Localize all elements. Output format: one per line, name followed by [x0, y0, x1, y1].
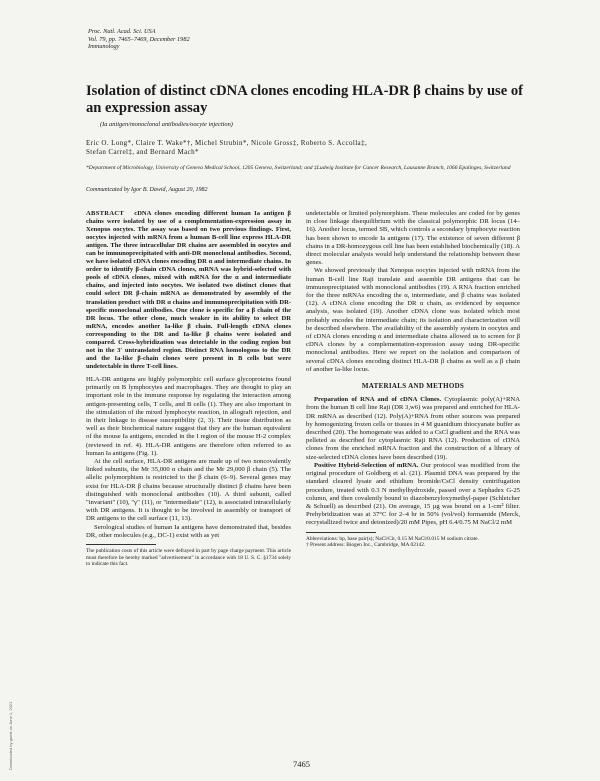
authors: [86, 139, 526, 157]
present-address-footnote: † Present address: Biogen Inc., Cambridge, MA 02142.: [306, 542, 426, 549]
abbreviations-footnote: Abbreviations: bp, base pair(s); NaCl/Cit, 0.15 M NaCl/0.015 M sodium citrate.: [306, 535, 479, 542]
body-paragraph: HLA-DR antigens are highly polymorphic cell surface glycoproteins found primarily on B lymphocytes and macrophages. They are thought to play an important role in the immune response by regulating the interaction among antigen-presenting cells, T cells, and B cells (1). They are also important in the stimulation of the mixed lymphocyte reaction, in allograft rejection, and in their linkage to disease susceptibility (2, 3). Their tissue distribution as well as their biochemical nature suggest that they are the human equivalent of the mouse Ia antigens, encoded in the I region of the mouse H-2 complex (reviewed in ref. 4). HLA-DR antigens are therefore often referred to as human Ia antigens (Fig. 1).: [86, 375, 291, 457]
abstract-label: ABSTRACT: [86, 210, 125, 217]
body-paragraph: We showed previously that Xenopus oocytes injected with mRNA from the human B-cell line Raji translate and assemble DR antigens that can be immunoprecipitated with monoclonal antibodies (19). A RNA fraction enriched for the three mRNAs encoding the α, intermediate, and β chains was isolated (12). A cDNA clone encoding the DR α chain, as evidenced by sequence analysis, was isolated (19). Another cDNA clone was isolated which most probably encodes the intermediate chain; its isolation and characterization will be described elsewhere. The availability of the assembly system in oocytes and of cDNA clones encoding α and intermediate chains allowed us to screen for β cDNA clones by a complementation-expression assay using DR-specific monoclonal antibodies. Here we report on the isolation and comparison of several cDNA clones encoding distinct HLA-DR β chains as well as a β chain of another Ia-like locus.: [306, 267, 520, 373]
download-stamp-text: Downloaded by guest on June 1, 2021: [8, 701, 13, 770]
methods-text: Cytoplasmic poly(A)+RNA from the human B cell line Raji (DR 3,w6) was prepared and enriched for HLA-DR mRNA as described (12). Poly(A)+RNA from other sources was prepared by homogenizing frozen cells or tissues in 4 M guanidium thiocyanate buffer as described (20). The homogenate was added to a CsCl gradient and the RNA was pelleted as described for cytoplasmic Raji RNA (12). Production of cDNA clones from the enriched mRNA fraction and the construction of a library of size-selected cDNA clones have been described (19).: [306, 396, 520, 461]
article-title: Isolation of distinct cDNA clones encoding HLA-DR β chains by use of an expression assay: [86, 83, 524, 116]
journal-section: Immunology: [88, 43, 120, 51]
keywords: (Ia antigen/monoclonal antibodies/oocyte injection): [100, 121, 233, 128]
run-in-heading: Positive Hybrid-Selection of mRNA.: [314, 461, 419, 469]
footnote-rule: [306, 532, 376, 533]
body-paragraph: undetectable or limited polymorphism. These molecules are coded for by genes in close linkage disequilibrium with the classical polymorphic DR locus (14–16). Another locus, termed SB, which controls a secondary lymphocyte reaction has been shown to encode Ia antigens (17). The existence of seven different β chains in a DR-homozygous cell line has been established biochemically (18). A direct molecular analysis would help understand the relationship between these genes.: [306, 210, 520, 267]
communicated-by: Communicated by Igor B. Dawid, August 20, 1982: [86, 187, 208, 193]
right-column: [306, 210, 520, 549]
methods-text: Our protocol was modified from the original procedure of Goldberg et al. (21). Plasmid DNA was prepared by the standard cleared lysate and ethidium bromide/CsCl density centrifugation procedure, treated with 0.3 N methylhydroxide, passed over a Sephadex G-25 column, and then covalently bound to diazobenzyloxymethyl-paper (Schleicher & Schuell) as described (21). On average, 15 µg was bound on a 1-cm² filter. Prehybridization was at 37°C for 2–4 hr in 50% (vol/vol) formamide (Merck, recrystallized twice and deionized)/20 mM Pipes, pH 6.4/0.75 M NaCl/2 mM: [306, 461, 520, 527]
body-paragraph: At the cell surface, HLA-DR antigens are made up of two noncovalently linked subunits, the Mr 35,000 α chain and the Mr 29,000 β chain (5). The allelic polymorphism is restricted to the β chain (6–9). Several genes may exist for HLA-DR β chains because structurally distinct β chains have been distinguished with monoclonal antibodies (10). A third subunit, called "invariant" (10), "γ" (11), or "intermediate" (12), is associated intracellularly with DR antigens. It is thought to be involved in assembly or transport of DR antigens to the cell surface (11, 13).: [86, 457, 291, 523]
affiliation: *Department of Microbiology, University of Geneva Medical School, 1205 Geneva, Switzerland; and ‡Ludwig Institute for Cancer Research, Lausanne Branch, 1066 Epalinges, Switzerland: [86, 165, 511, 171]
run-in-heading: Preparation of RNA and of cDNA Clones.: [314, 396, 442, 404]
journal-header: [88, 28, 190, 51]
left-column: [86, 210, 291, 568]
publication-footnote: The publication costs of this article were defrayed in part by page charge payment. This article must therefore be hereby marked "advertisement" in accordance with 18 U. S. C. §1734 solely to indicate this fact.: [86, 548, 291, 568]
abstract: [86, 210, 291, 371]
journal-name: Proc. Natl. Acad. Sci. USA: [88, 28, 156, 35]
footnote-rule: [86, 544, 156, 545]
abstract-text: cDNA clones encoding different human Ia antigen β chains were isolated by use of a complementation-expression assay in Xenopus oocytes. The assay was based on two previous findings. First, oocytes injected with mRNA from a human B-cell line express HLA-DR antigen. The three intracellular DR chains are assembled in oocytes and can be immunoprecipitated with anti-DR monoclonal antibodies. Second, we have isolated cDNA clones encoding DR α and intermediate chains. In order to identify β-chain cDNA clones, mRNA was hybrid-selected with pools of cDNA clones, mixed with mRNA for the α and intermediate chains, and injected into oocytes. We isolated two distinct clones that could select DR β-chain mRNA as demonstrated by assembly of the translation product with DR α chains and immunoprecipitation with DR-specific monoclonal antibodies. One clone is specific for a β chain of the DR locus. The other clone, much weaker in its ability to select DR mRNA, encodes another Ia-like β chain. Full-length cDNA clones corresponding to the DR and Ia-like β chains were isolated and compared. Cross-hybridization was detectable in the coding region but not in the 3′ untranslated region. Distinct RNA homologous to the DR and the Ia-like β-chain clones were present in B cells but were undetectable in three T-cell lines.: [86, 210, 291, 370]
page-number: 7465: [293, 759, 310, 769]
methods-paragraph: [306, 462, 520, 528]
download-stamp: [3, 560, 13, 775]
body-paragraph: Serological studies of human Ia antigens have demonstrated that, besides DR, other molecules (e.g., DC-1) exist with as yet: [86, 523, 291, 539]
section-heading: MATERIALS AND METHODS: [361, 382, 465, 391]
methods-paragraph: [306, 396, 520, 462]
journal-volume: Vol. 79, pp. 7465–7469, December 1982: [88, 35, 190, 43]
authors-line-2: Stefan Carrel‡, and Bernard Mach*: [86, 148, 199, 156]
authors-line-1: Eric O. Long*, Claire T. Wake*†, Michel Strubin*, Nicole Gross‡, Roberto S. Accolla‡,: [86, 139, 368, 147]
